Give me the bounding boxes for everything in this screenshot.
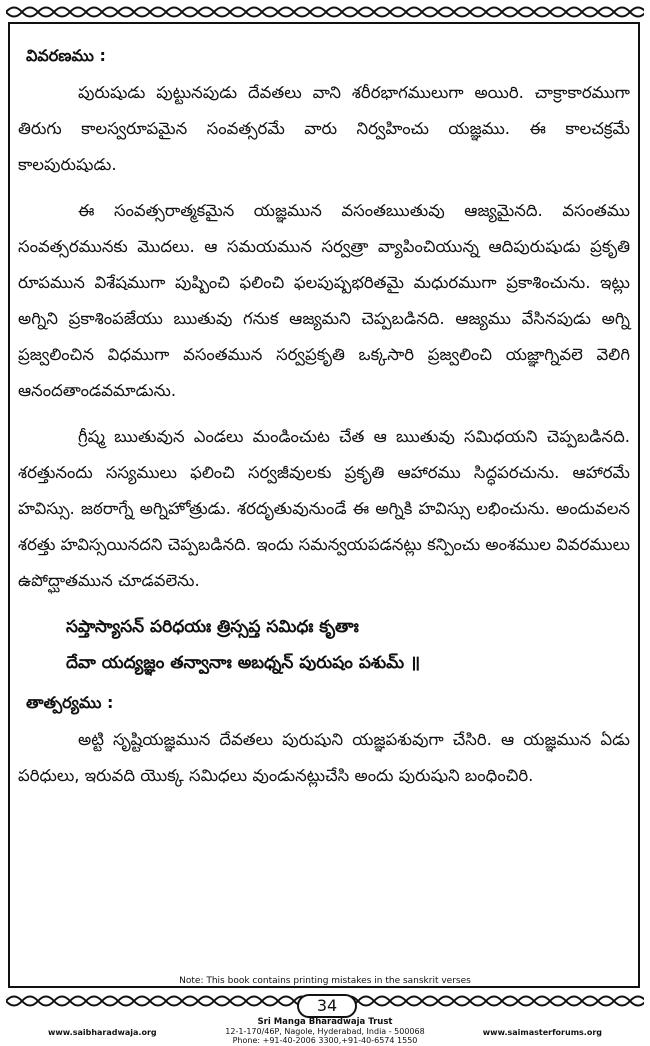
printing-note: Note: This book contains printing mistakes in the sanskrit verses (179, 976, 471, 986)
ornament-pattern-icon (6, 3, 644, 21)
explanation-paragraph-2: ఈ సంవత్సరాత్మకమైన యజ్ఞమున వసంతఋతువు ఆజ్యమైనది. వసంతము సంవత్సరమునకు మొదలు. ఆ సమయమున సర్వత్రా వ్యాపించియున్న ఆదిపురుషుడు ప్రకృతి రూపమున విశేషముగా పుష్పించి ఫలించి ఫలపుష్పభరితమై మధురముగా ప్రకాశించును. ఇట్లు అగ్నిని ప్రకాశింపజేయు ఋతువు గనుక ఆజ్యమని చెప్పబడినది. ఆజ్యము వేసినపుడు అగ్ని ప్రజ్వలించిన విధముగా వసంతమున సర్వప్రకృతి ఒక్కసారి ప్రజ్వలించి యజ్ఞాగ్నివలె వెలిగి ఆనందతాండవమాడును. (18, 201, 630, 400)
verse-line-2: దేవా యద్యజ్ఞం తన్వానాః అబధ్నన్ పురుషం పశుమ్ ॥ (66, 653, 421, 673)
meaning-paragraph: అట్టి సృష్టియజ్ఞమున దేవతలు పురుషుని యజ్ఞపశువుగా చేసిరి. ఆ యజ్ఞమున ఏడు పరిధులు, ఇరువది యొక్క సమిధలు వుండునట్లుచేసి అందు పురుషుని బంధించిరి. (18, 730, 630, 785)
trust-name: Sri Manga Bharadwaja Trust (257, 1017, 393, 1027)
meaning-heading: తాత్పర్యము : (26, 693, 114, 712)
top-ornamental-border (6, 3, 644, 21)
verse-line-1: సప్తాస్యాసన్ పరిధయః త్రిస్సప్త సమిధః కృతాః (66, 617, 359, 637)
footer-website-left[interactable]: www.saibharadwaja.org (48, 1028, 157, 1037)
explanation-heading: వివరణము : (26, 46, 106, 65)
footer-website-right[interactable]: www.saimasterforums.org (482, 1028, 602, 1037)
trust-phone: Phone: +91-40-2006 3300,+91-40-6574 1550 (232, 1036, 418, 1045)
explanation-paragraph-3: గ్రీష్మ ఋతువున ఎండలు మండించుట చేత ఆ ఋతువు సమిధయని చెప్పబడినది. శరత్తునందు సస్యములు ఫలించి సర్వజీవులకు ప్రకృతి ఆహారము సిద్ధపరచును. ఆహారమే హవిస్సు. జఠరాగ్నే అగ్నిహోత్రుడు. శరదృతువునుండే ఈ అగ్నికి హవిస్సు లభించును. అందువలన శరత్తు హవిస్సయినదని చెప్పబడినది. ఇందు సమన్వయపడనట్లు కన్పించు అంశముల వివరములు ఉపోద్ఘాతమున చూడవలెను. (18, 427, 630, 590)
page-number: 34 (297, 994, 357, 1018)
explanation-paragraph-1: పురుషుడు పుట్టునపుడు దేవతలు వాని శరీరభాగములుగా అయిరి. చాక్రాకారముగా తిరుగు కాలస్వరూపమైన సంవత్సరమే వారు నిర్వహించు యజ్ఞము. ఈ కాలచక్రమే కాలపురుషుడు. (18, 83, 630, 174)
page-content (18, 36, 630, 804)
trust-address: 12-1-170/46P, Nagole, Hyderabad, India - 500068 (225, 1027, 425, 1036)
sanskrit-verse (66, 609, 630, 681)
